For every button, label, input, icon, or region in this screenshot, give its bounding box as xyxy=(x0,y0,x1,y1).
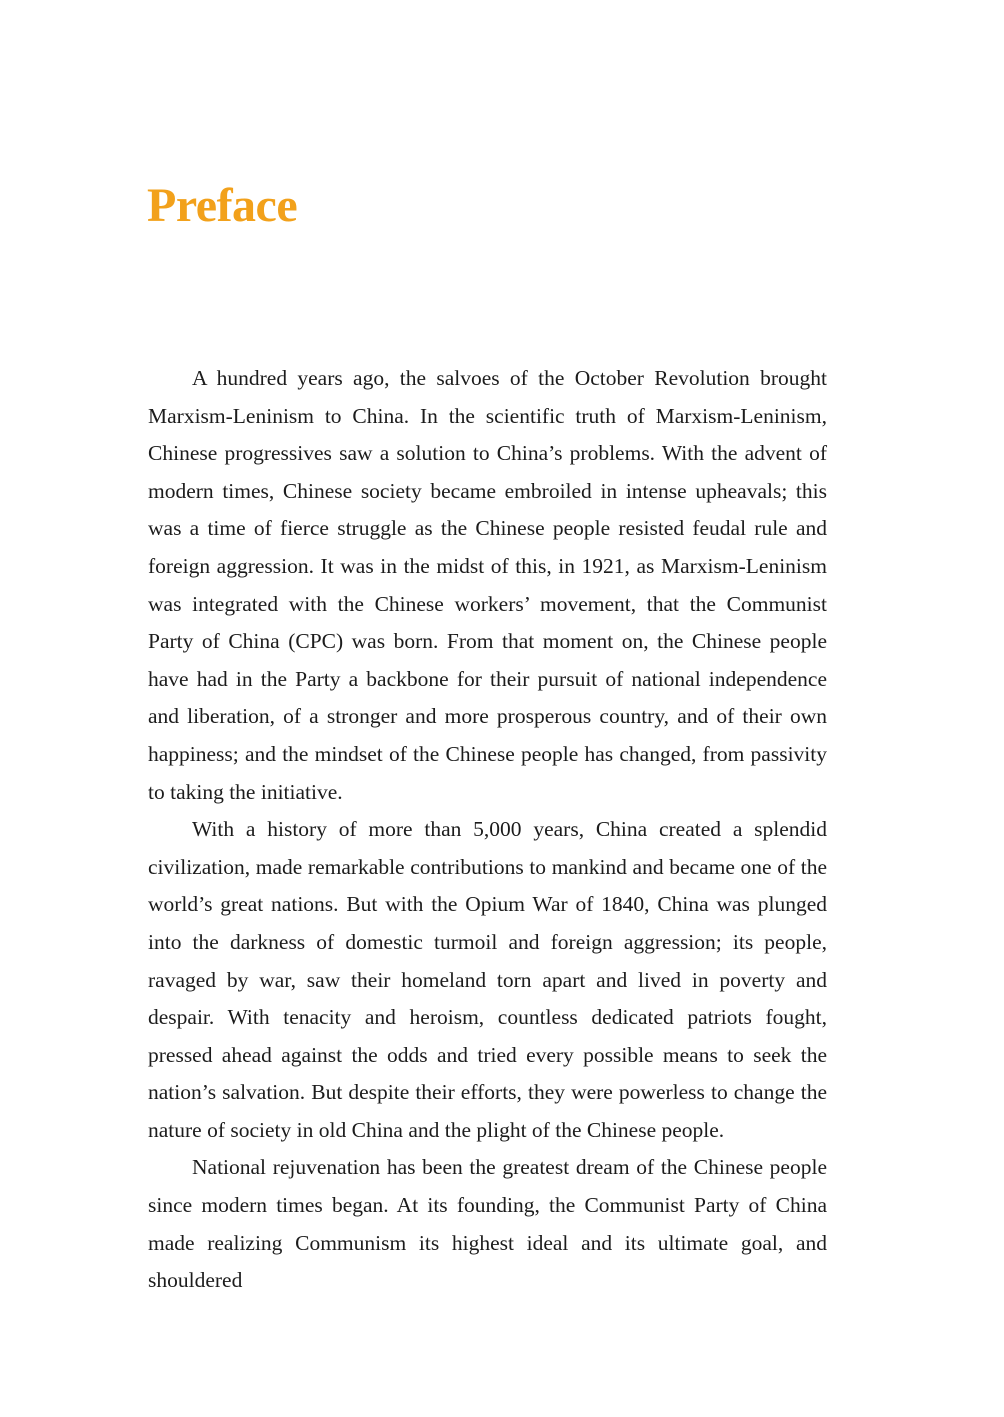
page-title: Preface xyxy=(147,179,298,232)
paragraph: With a history of more than 5,000 years, China created a splendid civilization, made remarkable contributions to mankind and became one of the world’s great nations. But with the Opium War of 1840, China was plunged into the darkness of domestic turmoil and foreign aggression; its people, ravaged by war, saw their homeland torn apart and lived in poverty and despair. With tenacity and heroism, countless dedicated patriots fought, pressed ahead against the odds and tried every possible means to seek the nation’s salvation. But despite their efforts, they were powerless to change the nature of society in old China and the plight of the Chinese people. xyxy=(148,817,827,1142)
paragraph: A hundred years ago, the salvoes of the October Revolution brought Marxism-Leninism to China. In the scientific truth of Marxism-Leninism, Chinese progressives saw a solution to China’s problems. With the advent of modern times, Chinese society became embroiled in intense upheavals; this was a time of fierce struggle as the Chinese people resisted feudal rule and foreign aggression. It was in the midst of this, in 1921, as Marxism-Leninism was integrated with the Chinese workers’ movement, that the Communist Party of China (CPC) was born. From that moment on, the Chinese people have had in the Party a backbone for their pursuit of national independence and liberation, of a stronger and more prosperous country, and of their own happiness; and the mindset of the Chinese people has changed, from passivity to taking the initiative. xyxy=(148,366,827,804)
paragraph: National rejuvenation has been the greatest dream of the Chinese people since modern times began. At its founding, the Communist Party of China made realizing Communism its highest ideal and its ultimate goal, and shouldered xyxy=(148,1155,827,1293)
body-text xyxy=(148,360,827,1300)
